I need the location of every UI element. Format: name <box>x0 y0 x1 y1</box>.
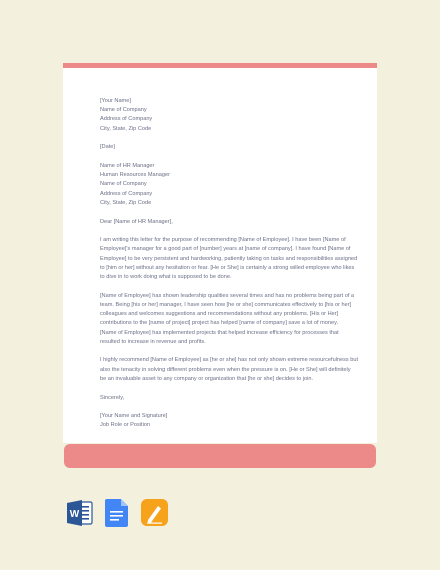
paragraph-line: colleagues and welcomes suggestions and recommendations without any problems. [His or Her] <box>100 311 339 318</box>
closing: Sincerely, <box>100 394 125 401</box>
paragraph-2 <box>100 292 355 347</box>
sender-city: City, State, Zip Code <box>100 125 152 132</box>
salutation: Dear [Name of HR Manager], <box>100 218 173 225</box>
word-icon[interactable] <box>67 499 94 527</box>
paragraph-3 <box>100 356 359 384</box>
paragraph-line: also the tenacity in solving different problems even when the pressure is on. [He or She] will definitely <box>100 366 351 373</box>
signature-placeholder: [Your Name and Signature] <box>100 413 168 420</box>
paragraph-1 <box>100 236 358 282</box>
paragraph-line: I highly recommend [Name of Employee] as [he or she] has not only shown extreme resourcefulness but <box>100 357 359 364</box>
recipient-city: City, State, Zip Code <box>100 199 152 206</box>
footer-accent-band <box>64 444 376 468</box>
paragraph-line: [Name of Employee] has implemented projects that helped increase efficiency for processes that <box>100 329 339 336</box>
paragraph-line: contributions to the [name of project] project has helped [name of company] save a lot of money. <box>100 320 339 327</box>
paragraph-line: Employee]'s manager for a good part of [number] years at [name of company]. I have found [Name of <box>100 246 351 253</box>
app-icon-row <box>67 499 168 527</box>
paragraph-line: to [him or her] without any hesitation or fear. [He or She] is certainly a strong willed employee who likes <box>100 264 355 271</box>
recipient-name: Name of HR Manager <box>100 163 155 170</box>
sender-company: Name of Company <box>100 107 147 114</box>
google-docs-icon[interactable] <box>104 499 131 527</box>
pages-icon[interactable] <box>141 499 168 527</box>
header-accent-bar <box>63 63 377 68</box>
svg-text:W: W <box>69 509 80 520</box>
paragraph-line: [Name of Employee] has shown leadership qualities several times and has no problems being part of a <box>100 292 355 299</box>
paragraph-line: resulted to increase in revenue and profits. <box>100 338 206 345</box>
job-role: Job Role or Position <box>100 422 151 429</box>
paragraph-line: I am writing this letter for the purpose of recommending [Name of Employee]. I have been [Name of <box>100 237 346 244</box>
paragraph-line: be an invaluable asset to any company or organization that [he or she] decides to join. <box>100 375 314 382</box>
paragraph-line: Employee] to be very persistent and hardworking, patiently taking on tasks and responsibilities assigned <box>100 255 358 262</box>
recipient-company: Name of Company <box>100 181 147 188</box>
recipient-title: Human Resources Manager <box>100 172 170 179</box>
recipient-address: Address of Company <box>100 190 153 197</box>
letter-body <box>100 97 359 431</box>
paragraph-line: team. Being [his or her] manager, I have seen how [he or she] communicates effectively to [his or her] <box>100 301 352 308</box>
paragraph-line: to dive in to work doing what is supposed to be done. <box>100 274 232 281</box>
sender-name: [Your Name] <box>100 98 131 104</box>
sender-address: Address of Company <box>100 116 153 123</box>
letter-date: [Date] <box>100 144 115 151</box>
